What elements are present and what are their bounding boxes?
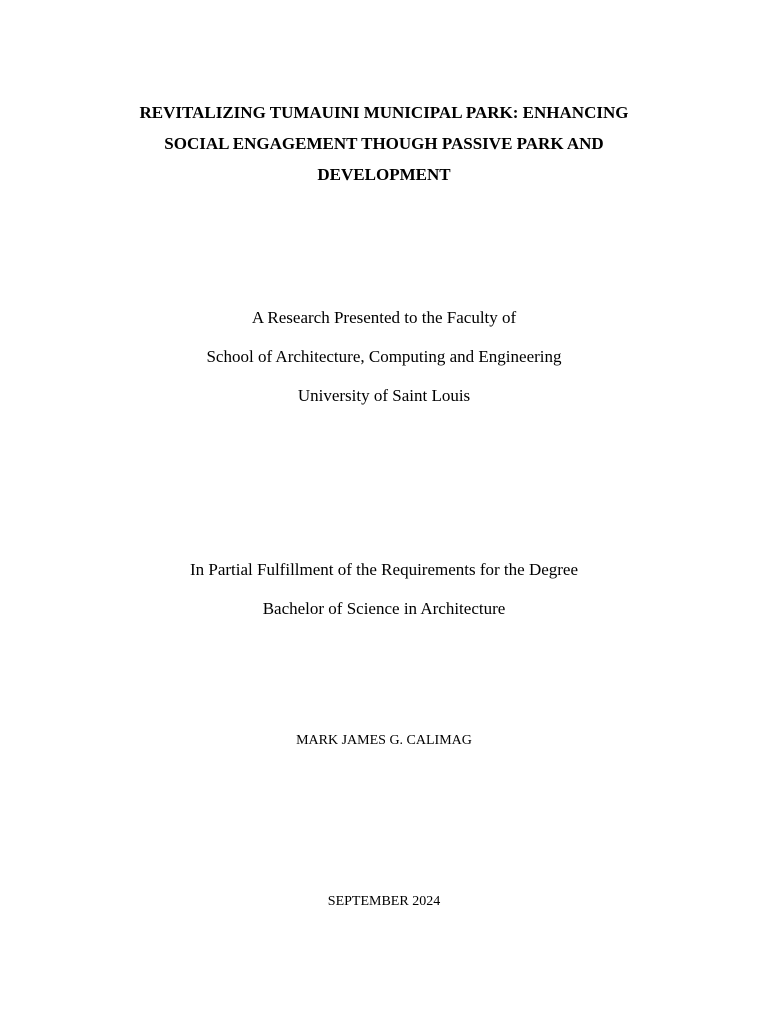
thesis-title-line-1: REVITALIZING TUMAUINI MUNICIPAL PARK: ENHANCING	[139, 103, 629, 122]
author-name: MARK JAMES G. CALIMAG	[296, 733, 472, 748]
fulfillment-statement	[0, 550, 768, 628]
university-name: University of Saint Louis	[297, 386, 471, 405]
school-name: School of Architecture, Computing and Engineering	[206, 347, 562, 366]
presentation-statement	[0, 298, 768, 415]
presentation-line-1: A Research Presented to the Faculty of	[251, 308, 517, 327]
thesis-title-line-2: SOCIAL ENGAGEMENT THOUGH PASSIVE PARK AND	[164, 134, 604, 153]
fulfillment-line: In Partial Fulfillment of the Requirements for the Degree	[189, 560, 579, 579]
thesis-title	[0, 97, 768, 190]
degree-name: Bachelor of Science in Architecture	[262, 599, 506, 618]
submission-date: SEPTEMBER 2024	[327, 894, 441, 909]
thesis-title-line-3: DEVELOPMENT	[317, 165, 451, 184]
